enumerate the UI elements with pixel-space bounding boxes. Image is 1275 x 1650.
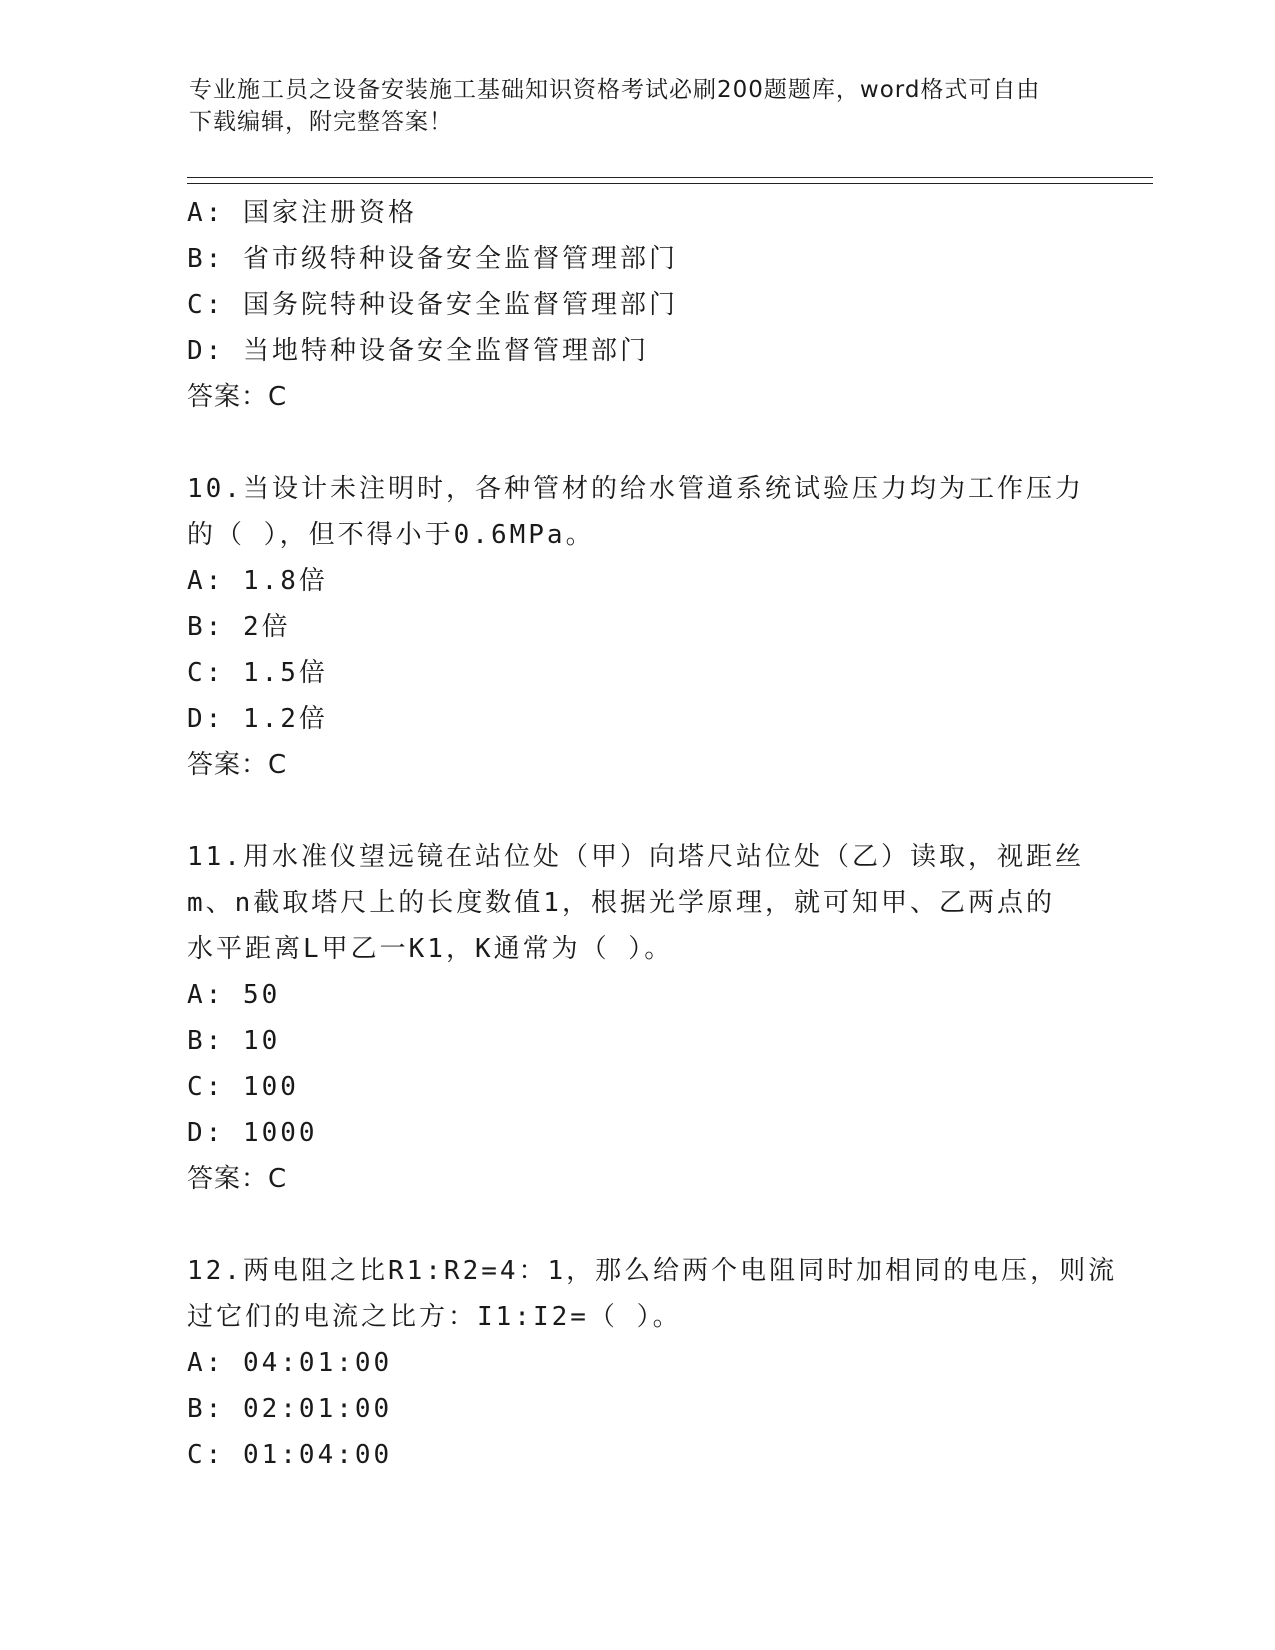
- option-c: C: 1.5倍: [187, 658, 328, 688]
- option-d: D: 当地特种设备安全监督管理部门: [187, 336, 649, 366]
- option-b: B: 02:01:00: [187, 1394, 393, 1424]
- spacer: [187, 788, 1087, 834]
- header-line-2: 下载编辑，附完整答案！: [189, 109, 453, 135]
- question-stem-line: 11.用水准仪望远镜在站位处（甲）向塔尺站位处（乙）读取，视距丝: [187, 842, 1084, 872]
- option-c: C: 国务院特种设备安全监督管理部门: [187, 290, 678, 320]
- header-rule-bottom: [187, 183, 1153, 184]
- option-c: C: 100: [187, 1072, 299, 1102]
- question-12: [187, 1248, 1118, 1478]
- option-a: A: 50: [187, 980, 281, 1010]
- question-list: [187, 190, 1118, 1478]
- question-9: [187, 190, 1087, 420]
- answer: 答案：C: [187, 382, 288, 412]
- option-b: B: 10: [187, 1026, 281, 1056]
- spacer: [187, 1202, 1087, 1248]
- question-stem-line: 过它们的电流之比方：I1:I2=（ ）。: [187, 1302, 682, 1332]
- header-rule-top: [187, 177, 1153, 178]
- question-stem-line: m、n截取塔尺上的长度数值1，根据光学原理，就可知甲、乙两点的: [187, 888, 1055, 918]
- question-10: [187, 466, 1087, 788]
- question-11: [187, 834, 1087, 1202]
- question-stem-line: 的（ ），但不得小于0.6MPa。: [187, 520, 595, 550]
- option-b: B: 省市级特种设备安全监督管理部门: [187, 244, 678, 274]
- question-stem-line: 12.两电阻之比R1:R2=4：1，那么给两个电阻同时加相同的电压，则流: [187, 1256, 1118, 1286]
- option-b: B: 2倍: [187, 612, 291, 642]
- option-d: D: 1000: [187, 1118, 318, 1148]
- option-a: A: 04:01:00: [187, 1348, 393, 1378]
- answer: 答案：C: [187, 750, 288, 780]
- question-stem-line: 水平距离L甲乙一K1，K通常为（ ）。: [187, 934, 674, 964]
- option-d: D: 1.2倍: [187, 704, 328, 734]
- header-line-1: 专业施工员之设备安装施工基础知识资格考试必刷200题题库，word格式可自由: [189, 77, 1041, 103]
- answer: 答案：C: [187, 1164, 288, 1194]
- question-stem-line: 10.当设计未注明时，各种管材的给水管道系统试验压力均为工作压力: [187, 474, 1084, 504]
- option-a: A: 1.8倍: [187, 566, 328, 596]
- page-header: [189, 74, 1089, 138]
- option-a: A: 国家注册资格: [187, 198, 417, 228]
- spacer: [187, 420, 1087, 466]
- option-c: C: 01:04:00: [187, 1440, 393, 1470]
